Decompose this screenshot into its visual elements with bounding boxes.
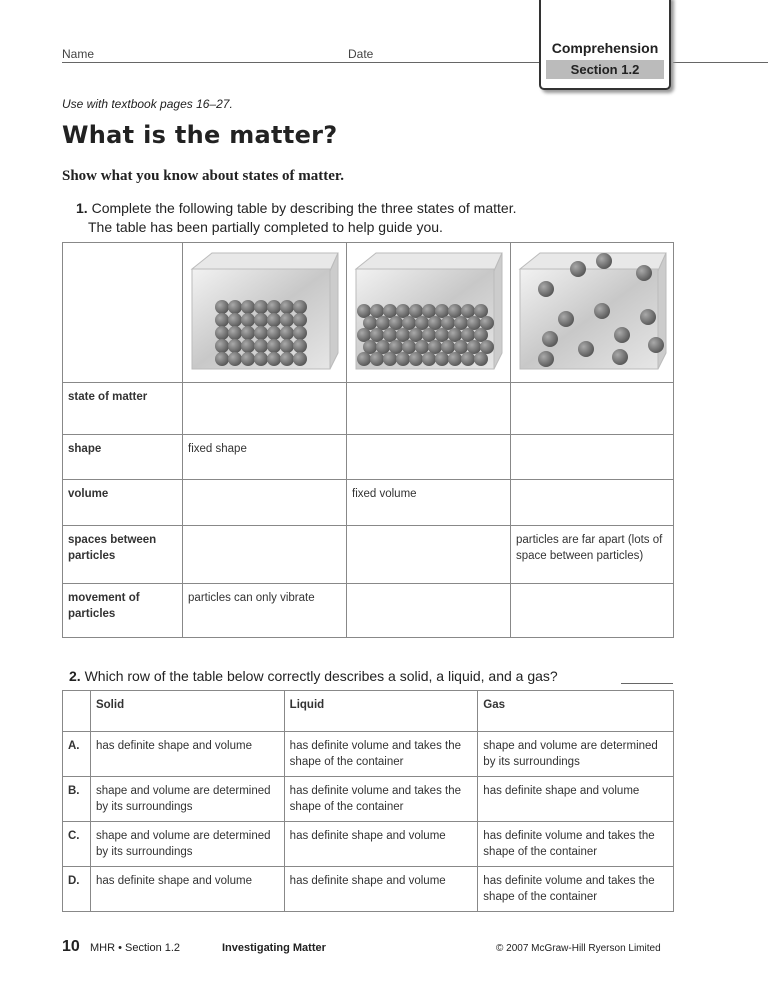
solid-image-cell <box>183 243 347 383</box>
choice-cell: has definite shape and volume <box>90 867 284 912</box>
column-header: Liquid <box>284 691 478 732</box>
choice-cell: has definite volume and takes the shape of the container <box>284 777 478 822</box>
answer-cell[interactable] <box>510 435 673 480</box>
choice-cell: shape and volume are determined by its surroundings <box>90 822 284 867</box>
liquid-particles-icon <box>352 249 504 371</box>
table-row <box>63 526 674 584</box>
choice-cell: has definite shape and volume <box>478 777 674 822</box>
row-label: movement of particles <box>63 584 183 638</box>
column-header: Gas <box>478 691 674 732</box>
answer-cell[interactable] <box>347 584 511 638</box>
answer-cell[interactable] <box>183 383 347 435</box>
table-row <box>63 584 674 638</box>
tab-title: Comprehension <box>551 40 659 56</box>
liquid-image-cell <box>347 243 511 383</box>
choice-letter: D. <box>63 867 91 912</box>
row-label: spaces between particles <box>63 526 183 584</box>
use-with-note: Use with textbook pages 16–27. <box>62 97 233 111</box>
header-rule <box>673 62 768 63</box>
choice-cell: has definite shape and volume <box>284 867 478 912</box>
row-label: volume <box>63 480 183 526</box>
answer-cell[interactable] <box>510 480 673 526</box>
answer-cell[interactable] <box>510 584 673 638</box>
image-row <box>63 243 674 383</box>
question-1 <box>76 199 516 237</box>
table-row <box>63 480 674 526</box>
row-label: shape <box>63 435 183 480</box>
answer-cell[interactable] <box>510 383 673 435</box>
choice-cell: shape and volume are determined by its surroundings <box>90 777 284 822</box>
page-title: What is the matter? <box>62 121 338 149</box>
tab-section: Section 1.2 <box>546 60 664 79</box>
answer-cell[interactable] <box>347 435 511 480</box>
column-header <box>63 691 91 732</box>
choice-cell: has definite volume and takes the shape of the container <box>478 867 674 912</box>
empty-cell <box>63 243 183 383</box>
choice-letter: B. <box>63 777 91 822</box>
section-tab <box>539 0 671 90</box>
footer-chapter: Investigating Matter <box>222 942 326 954</box>
footer-copyright: © 2007 McGraw-Hill Ryerson Limited <box>496 943 661 954</box>
q1-text-line2: The table has been partially completed to help guide you. <box>88 219 443 235</box>
answer-cell[interactable]: fixed shape <box>183 435 347 480</box>
answer-cell[interactable] <box>183 480 347 526</box>
header-row <box>63 691 674 732</box>
choices-table <box>62 690 674 912</box>
answer-cell[interactable] <box>347 526 511 584</box>
answer-cell[interactable]: particles can only vibrate <box>183 584 347 638</box>
answer-cell[interactable]: particles are far apart (lots of space between particles) <box>510 526 673 584</box>
choice-cell: has definite volume and takes the shape of the container <box>478 822 674 867</box>
table-row <box>63 383 674 435</box>
date-label: Date <box>348 47 374 61</box>
footer-section: MHR • Section 1.2 <box>90 942 181 954</box>
states-table <box>62 242 674 638</box>
answer-cell[interactable] <box>183 526 347 584</box>
q2-number: 2. <box>69 668 81 684</box>
answer-cell[interactable]: fixed volume <box>347 480 511 526</box>
table-row <box>63 435 674 480</box>
gas-image-cell <box>510 243 673 383</box>
q2-text: Which row of the table below correctly describes a solid, a liquid, and a gas? <box>84 668 558 684</box>
q1-text-line1: Complete the following table by describing the three states of matter. <box>91 200 517 216</box>
choice-letter: C. <box>63 822 91 867</box>
page-number: 10 <box>62 938 80 955</box>
choice-cell: has definite shape and volume <box>90 732 284 777</box>
choice-cell: shape and volume are determined by its surroundings <box>478 732 674 777</box>
name-date-line[interactable] <box>62 62 540 63</box>
answer-cell[interactable] <box>347 383 511 435</box>
row-label: state of matter <box>63 383 183 435</box>
choice-row <box>63 732 674 777</box>
subtitle: Show what you know about states of matter. <box>62 168 344 184</box>
gas-particles-icon <box>516 249 668 371</box>
solid-particles-icon <box>188 249 340 371</box>
name-label: Name <box>62 47 95 61</box>
choice-row <box>63 822 674 867</box>
choice-cell: has definite shape and volume <box>284 822 478 867</box>
column-header: Solid <box>90 691 284 732</box>
choice-letter: A. <box>63 732 91 777</box>
choice-cell: has definite volume and takes the shape of the container <box>284 732 478 777</box>
q1-number: 1. <box>76 200 88 216</box>
question-2 <box>69 667 558 686</box>
choice-row <box>63 777 674 822</box>
choice-row <box>63 867 674 912</box>
answer-blank[interactable] <box>621 683 673 684</box>
